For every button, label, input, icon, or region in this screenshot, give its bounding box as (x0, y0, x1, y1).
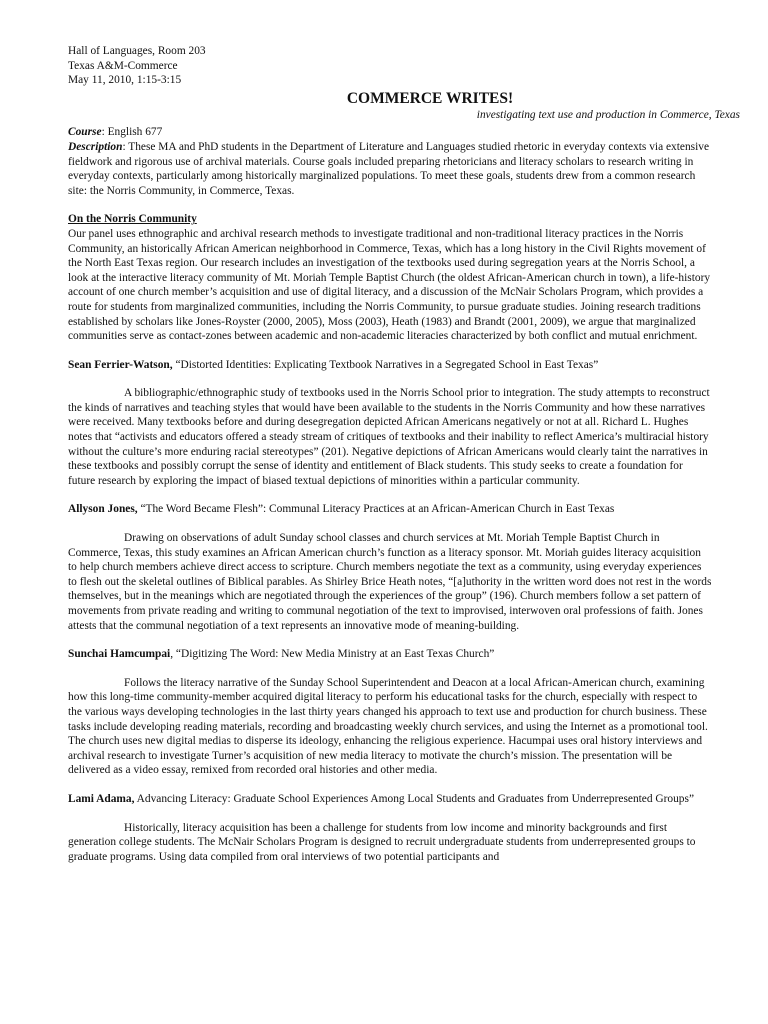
document-subtitle: investigating text use and production in Commerce, Texas (476, 108, 740, 121)
talk-heading (68, 502, 712, 517)
talk-section (68, 792, 712, 864)
presenter-name: Sean Ferrier-Watson, (68, 358, 173, 371)
talk-title: Advancing Literacy: Graduate School Experiences Among Local Students and Graduates from Underrepresented Groups” (134, 792, 694, 805)
course-value: : English 677 (101, 126, 163, 139)
event-institution: Texas A&M-Commerce (68, 59, 178, 72)
talk-title: “Distorted Identities: Explicating Textbook Narratives in a Segregated School in East Texas” (172, 358, 599, 371)
talk-heading (68, 792, 712, 807)
event-header (68, 44, 712, 88)
talk-abstract: Historically, literacy acquisition has been a challenge for students from low income and minority backgrounds and first generation college students. The McNair Scholars Program is designed to recruit undergraduate students from underrepresented groups to graduate programs. Using data compiled from oral interviews of two potential participants and (68, 821, 696, 863)
talk-title: “The Word Became Flesh”: Communal Literacy Practices at an African-American Church in East Texas (137, 503, 615, 516)
norris-paragraph: Our panel uses ethnographic and archival research methods to investigate traditional and non-traditional literacy practices in the Norris Community, an historically African American neighborhood in Commerce, Texas, which has a long history in the Civil Rights movement of the North East Texas region. Our research includes an investigation of the textbooks used during segregation years at the Norris School, a look at the interactive literacy community of Mt. Moriah Temple Baptist Church (the oldest African-American church in town), a life-history account of one church member’s acquisition and use of digital literacy, and a discussion of the McNair Scholars Program, which provides a route for students from marginalized communities, including the Norris Community, to pursue graduate studies. Joining research traditions established by scholars like Jones-Royster (2000, 2005), Moss (2003), Heath (1983) and Brandt (2001, 2009), we argue that marginalized communities serve as contact-zones between academic and non-academic literacies characterized by both conflict and mutual enrichment. (68, 227, 711, 343)
talk-heading (68, 647, 712, 662)
talk-title: , “Digitizing The Word: New Media Ministry at an East Texas Church” (170, 648, 495, 661)
talk-heading (68, 358, 712, 373)
document-title: COMMERCE WRITES! (346, 89, 514, 107)
description-paragraph (68, 140, 712, 198)
presenter-name: Lami Adama, (68, 792, 135, 805)
presenter-name: Allyson Jones, (68, 503, 138, 516)
description-text: : These MA and PhD students in the Department of Literature and Languages studied rhetoric in everyday contexts via extensive fieldwork and rigorous use of archival materials. Course goals included preparing rhetoricians and literacy scholars to research writing in everyday contexts, particularly among historically marginalized populations. To meet these goals, students drew from a common research site: the Norris Community, in Commerce, Texas. (68, 140, 709, 197)
event-datetime: May 11, 2010, 1:15-3:15 (68, 74, 182, 87)
norris-heading: On the Norris Community (68, 213, 197, 226)
talk-section (68, 647, 712, 778)
talk-section (68, 358, 712, 489)
course-line (68, 125, 712, 140)
talk-abstract: Follows the literacy narrative of the Sunday School Superintendent and Deacon at a local African-American church, examining how this long-time community-member acquired digital literacy to perform his educational tasks for the church, especially with respect to the various ways developing technologies in the last thirty years changed his approach to text use and production for church business. These tasks include developing reading materials, recording and broadcasting weekly church services, and using the Internet as a promotional tool. The church uses new digital medias to disperse its ideology, enhancing the religious experience. Hacumpai uses oral history interviews and archival research to investigate Turner’s acquisition of new media literacy to motivate the church’s mission. The presentation will be delivered as a video essay, remixed from recorded oral histories and other media. (68, 676, 708, 777)
talk-abstract: A bibliographic/ethnographic study of textbooks used in the Norris School prior to integration. The study attempts to reconstruct the kinds of narratives and teaching styles that would have been available to the students in the Norris Community and how these narratives were received. Many textbooks before and during desegregation depicted African Americans negatively or not at all. Richard L. Hughes notes that “activists and educators offered a steady stream of critiques of textbooks and their inability to reflect America’s multiracial history without the culture’s more enduring racial stereotypes” (201). Negative depictions of African Americans would clearly taint the narratives in these textbooks and possibly corrupt the sense of identity and entitlement of Black students. This study seeks to create a foundation for future research by exploring the impact of biased textual depictions of minorities within a particular community. (68, 387, 710, 487)
talk-section (68, 502, 712, 633)
description-label: Description (68, 140, 123, 153)
talk-abstract: Drawing on observations of adult Sunday school classes and church services at Mt. Moriah Temple Baptist Church in Commerce, Texas, this study examines an African American church’s function as a literacy sponsor. Mt. Moriah guides literacy acquisition to help church members achieve direct access to scripture. Church members negotiate the text as a community, using everyday experiences to flesh out the skeletal outlines of Biblical parables. As Shirley Brice Heath notes, “[a]uthority in the written word does not rest in the words themselves, but in the meanings which are negotiated through the experiences of the group” (196). Church members follow a set pattern of movements from private reading and writing to communal negotiation of the text to improvised, interwoven oral professions of faith. Jones attests that the communal negotiation of a text represents an innovative mode of meaning-building. (68, 532, 712, 632)
event-location: Hall of Languages, Room 203 (68, 45, 206, 57)
presenter-name: Sunchai Hamcumpai (68, 648, 171, 661)
course-label: Course (68, 126, 102, 139)
